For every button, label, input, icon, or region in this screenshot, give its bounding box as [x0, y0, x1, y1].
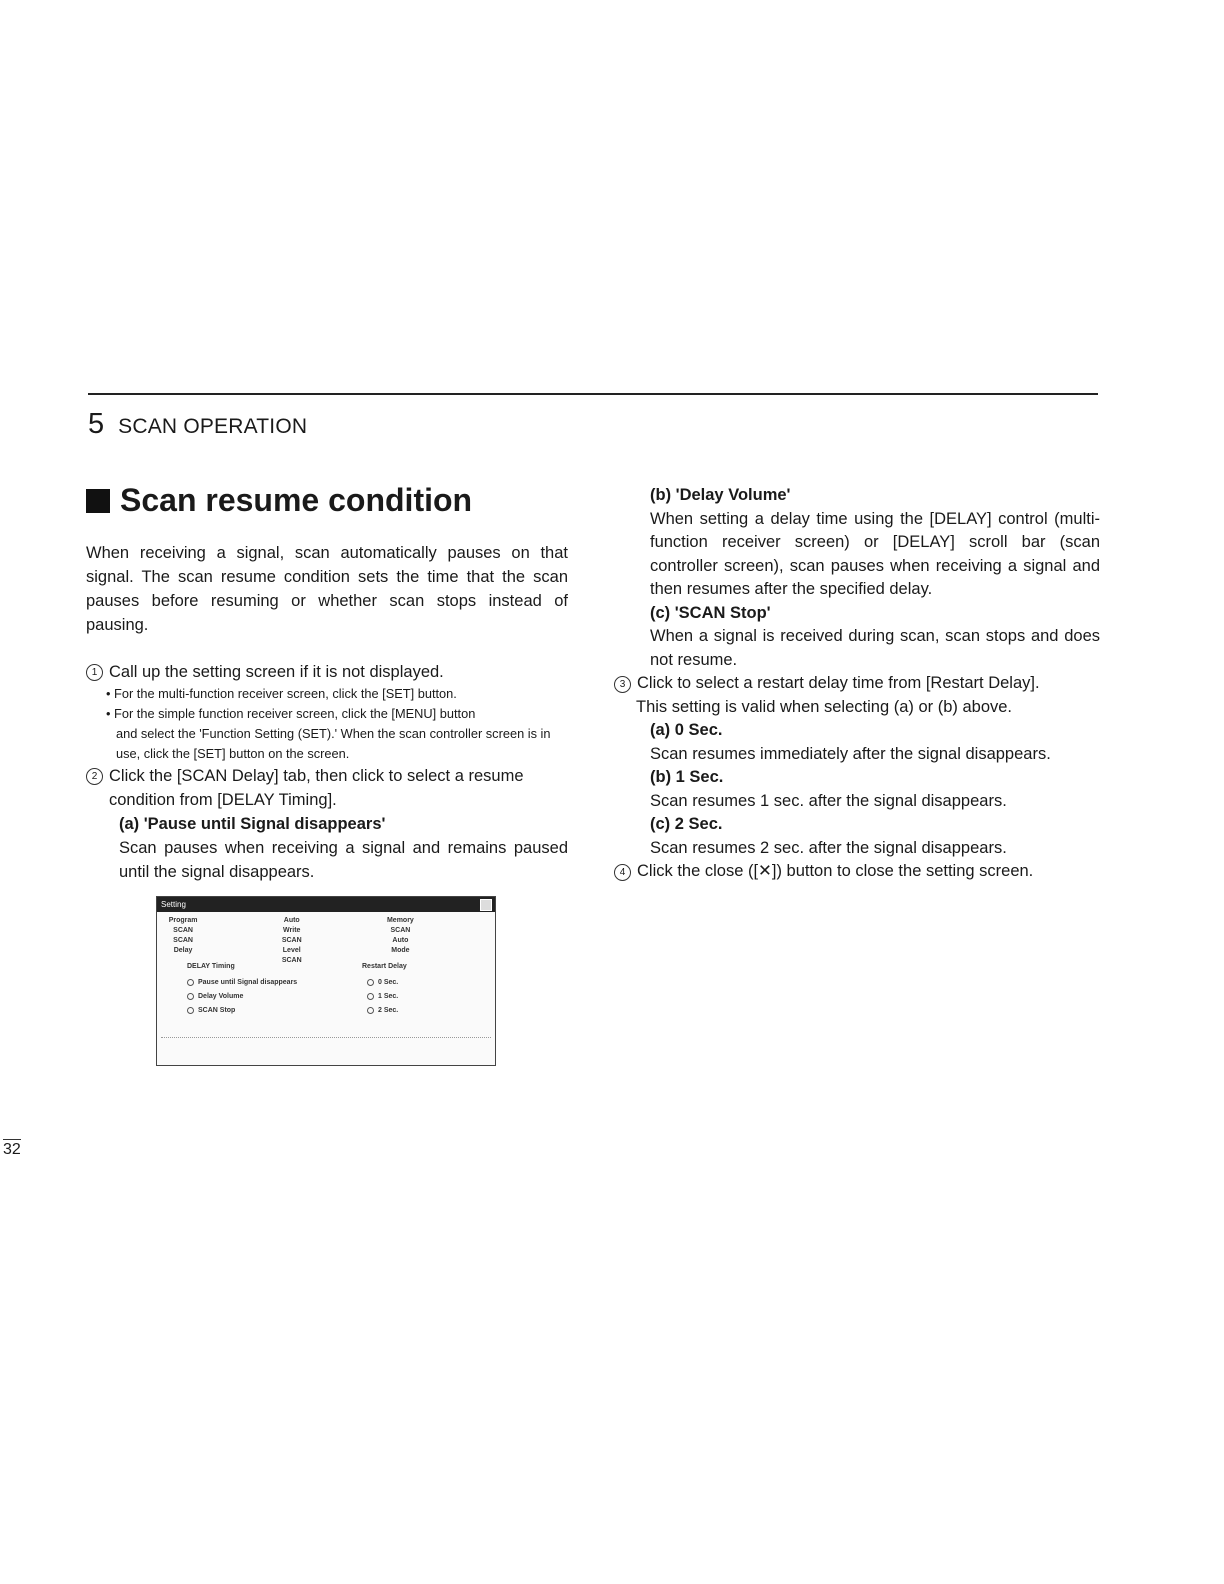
step-text: Click the [SCAN Delay] tab, then click to select a resume condition from [DELAY Timing].	[109, 767, 524, 809]
tab-label: Auto Write SCAN	[281, 917, 302, 944]
option-body: When a signal is received during scan, scan stops and does not resume.	[650, 627, 1100, 669]
tab-label: SCAN Delay	[173, 937, 193, 954]
chapter-header	[88, 408, 307, 441]
dialog-divider	[161, 1037, 491, 1038]
option-label: Pause until Signal disappears	[198, 979, 298, 986]
step-marker: 1	[86, 664, 103, 681]
option-label: SCAN Stop	[198, 1007, 236, 1014]
page-number: 32	[3, 1141, 21, 1158]
option-heading: (a) 'Pause until Signal disappears'	[119, 815, 386, 833]
step-3	[614, 672, 1100, 696]
radio-icon	[367, 993, 374, 1000]
restart-option-1[interactable]	[367, 993, 398, 1000]
step-4	[614, 860, 1100, 884]
section-title: Scan resume condition	[120, 482, 473, 518]
restart-delay-group-label: Restart Delay	[362, 963, 407, 970]
step-text: Call up the setting screen if it is not displayed.	[109, 663, 444, 681]
step-1-note-1: • For the multi-function receiver screen, click the [SET] button.	[106, 686, 457, 701]
radio-icon	[187, 979, 194, 986]
option-label: 0 Sec.	[378, 979, 399, 986]
radio-icon	[187, 993, 194, 1000]
tab-label: Level SCAN	[281, 947, 302, 964]
chapter-title: SCAN OPERATION	[118, 415, 308, 438]
square-bullet-icon	[86, 489, 110, 513]
option-body: When setting a delay time using the [DELAY] control (multi-function receiver screen) or [DELAY] scroll bar (scan controller screen), scan pauses when receiving a signal and then resumes after the specified delay.	[650, 509, 1100, 598]
step-text: Click the close ([✕]) button to close the setting screen.	[637, 862, 1034, 880]
option-heading: (b) 1 Sec.	[650, 768, 724, 786]
delay-option-pause[interactable]	[187, 979, 297, 986]
dialog-title: Setting	[161, 900, 186, 909]
step-text: Click to select a restart delay time from [Restart Delay].	[637, 674, 1040, 692]
left-column	[86, 482, 568, 884]
step-2-option-b	[614, 484, 1100, 602]
step-3-option-c	[614, 813, 1100, 860]
step-1-note-2: • For the simple function receiver screen, click the [MENU] button	[106, 706, 476, 721]
chapter-number: 5	[88, 408, 105, 440]
option-heading: (c) 'SCAN Stop'	[650, 603, 771, 622]
step-2	[86, 764, 568, 812]
step-1	[86, 660, 568, 684]
restart-option-0[interactable]	[367, 979, 398, 986]
delay-timing-group-label: DELAY Timing	[187, 963, 235, 970]
restart-option-2[interactable]	[367, 1007, 398, 1014]
tab-label: Program SCAN	[168, 917, 198, 934]
option-label: 1 Sec.	[378, 993, 399, 1000]
delay-option-stop[interactable]	[187, 1007, 235, 1014]
radio-icon	[367, 1007, 374, 1014]
step-3-note: This setting is valid when selecting (a) or (b) above.	[636, 697, 1013, 716]
step-2-option-a	[86, 812, 568, 884]
option-heading: (a) 0 Sec.	[650, 721, 723, 739]
delay-option-volume[interactable]	[187, 993, 243, 1000]
radio-icon	[367, 979, 374, 986]
step-3-option-b	[614, 766, 1100, 813]
dialog-title-bar	[157, 897, 495, 912]
option-body: Scan resumes immediately after the signal disappears.	[650, 744, 1051, 763]
header-rule	[88, 393, 1098, 395]
step-marker: 4	[614, 864, 631, 881]
step-marker: 3	[614, 676, 631, 693]
section-heading	[86, 482, 568, 519]
step-2-option-c	[614, 602, 1100, 673]
option-label: Delay Volume	[198, 993, 244, 1000]
step-marker: 2	[86, 768, 103, 785]
dialog-tabs	[157, 912, 495, 966]
tab-label: Auto Mode	[391, 937, 410, 954]
close-icon[interactable]	[480, 899, 492, 911]
option-body: Scan pauses when receiving a signal and remains paused until the signal disappears.	[119, 839, 568, 881]
radio-icon	[187, 1007, 194, 1014]
option-body: Scan resumes 2 sec. after the signal disappears.	[650, 838, 1007, 857]
option-heading: (b) 'Delay Volume'	[650, 486, 791, 504]
step-1-note-2-cont: and select the 'Function Setting (SET).' When the scan controller screen is in use, click the [SET] button on the screen.	[116, 726, 551, 761]
option-heading: (c) 2 Sec.	[650, 815, 723, 833]
option-label: 2 Sec.	[378, 1007, 399, 1014]
setting-dialog-screenshot	[156, 896, 496, 1066]
intro-paragraph: When receiving a signal, scan automatically pauses on that signal. The scan resume condition sets the time that the scan pauses before resuming or whether scan stops instead of pausing.	[86, 544, 568, 634]
tab-label: Memory SCAN	[386, 917, 414, 934]
step-3-option-a	[614, 719, 1100, 766]
tab-program-scan[interactable]	[168, 916, 266, 966]
option-body: Scan resumes 1 sec. after the signal disappears.	[650, 791, 1007, 810]
tab-auto-write-scan[interactable]	[277, 916, 375, 966]
tab-memory-scan[interactable]	[386, 916, 484, 966]
right-column	[614, 484, 1100, 884]
